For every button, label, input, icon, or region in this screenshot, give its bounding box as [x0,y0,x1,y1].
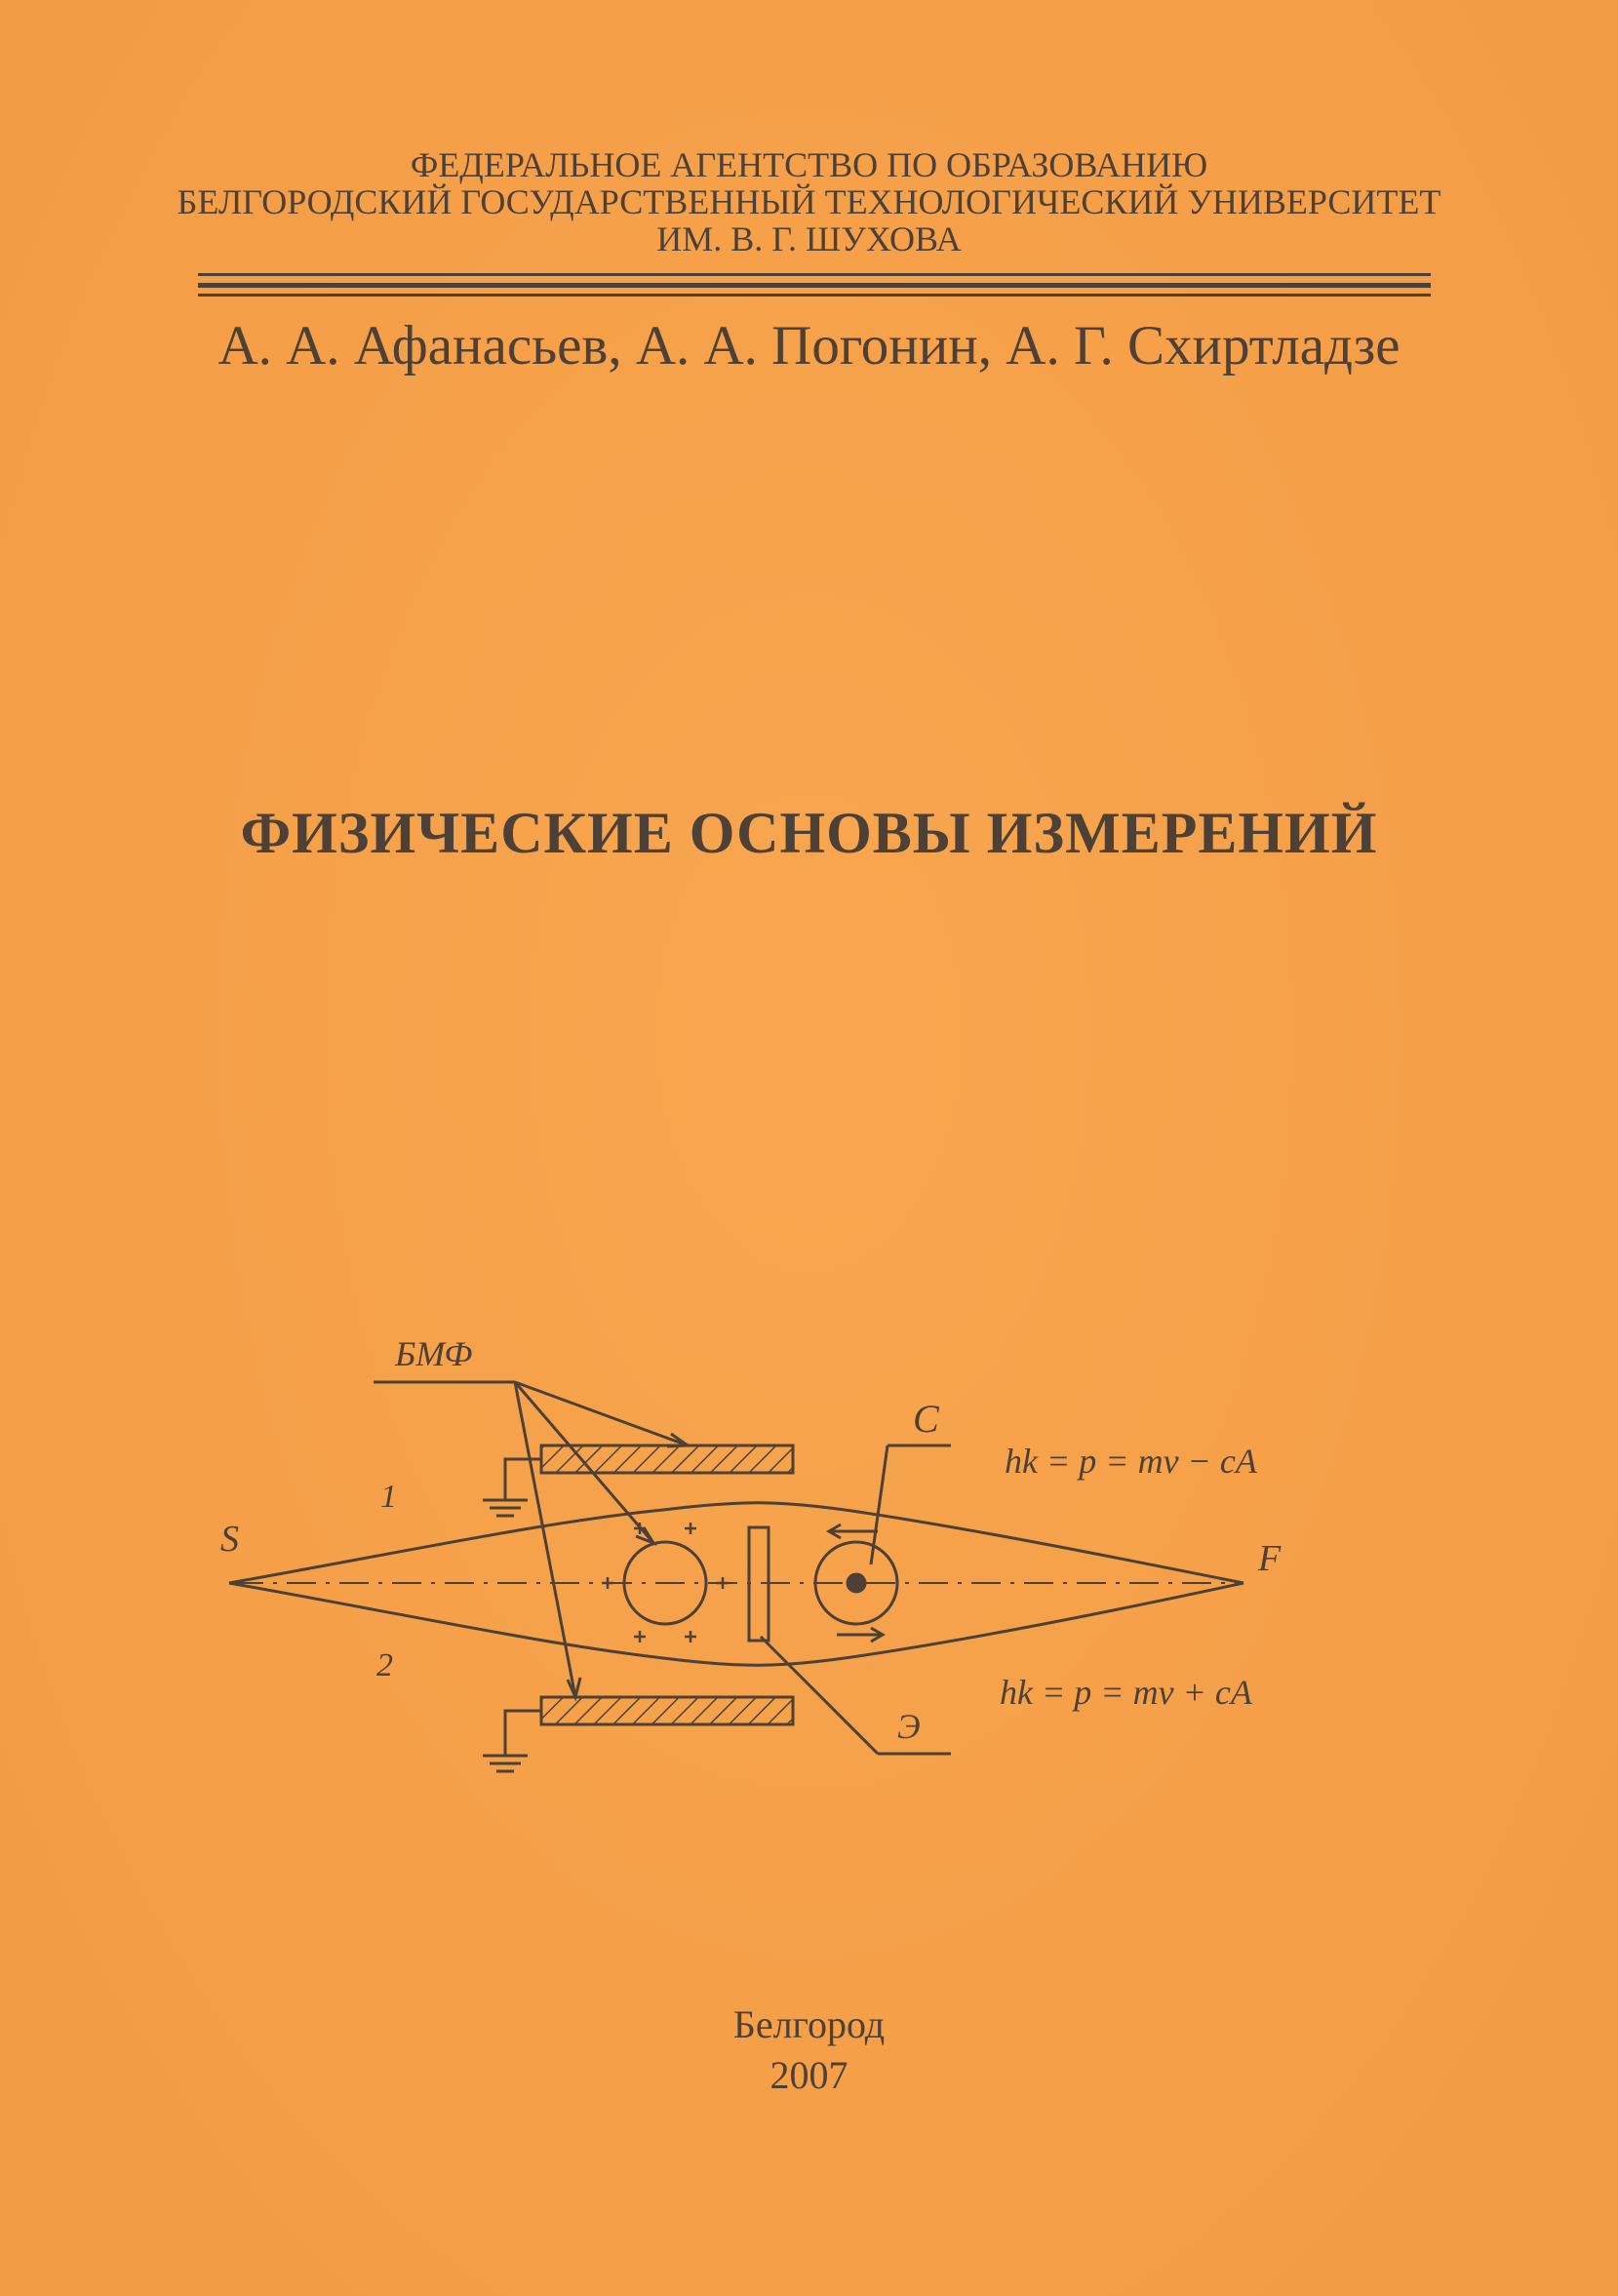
publisher-line-named: ИМ. В. Г. ШУХОВА [656,219,962,258]
ground-icon-lower [483,1711,541,1771]
label-e: Э [897,1707,921,1746]
publisher-line-agency: ФЕДЕРАЛЬНОЕ АГЕНТСТВО ПО ОБРАЗОВАНИЮ [410,145,1208,184]
label-s: S [220,1519,239,1560]
label-c: С [913,1397,939,1441]
city: Белгород [732,2002,886,2046]
label-1: 1 [380,1479,397,1515]
formula-bottom: hk = p = mv + cA [1000,1673,1252,1712]
upper-plate [541,1445,793,1473]
publisher-line-university: БЕЛГОРОДСКИЙ ГОСУДАРСТВЕННЫЙ ТЕХНОЛОГИЧЕСКИЙ УНИВЕРСИТЕТ [177,182,1441,221]
label-2: 2 [376,1647,393,1683]
year: 2007 [770,2053,848,2097]
label-f: F [1258,1538,1282,1579]
footer-block [0,1999,1618,2101]
lower-plate [541,1697,793,1724]
beam-upper [229,1503,1243,1583]
formula-top: hk = p = mv − cA [1005,1442,1257,1481]
label-bmf: БМФ [395,1334,473,1373]
book-title: ФИЗИЧЕСКИЕ ОСНОВЫ ИЗМЕРЕНИЙ [240,801,1378,865]
authors: А. А. Афанасьев, А. А. Погонин, А. Г. Схиртладзе [217,315,1401,376]
